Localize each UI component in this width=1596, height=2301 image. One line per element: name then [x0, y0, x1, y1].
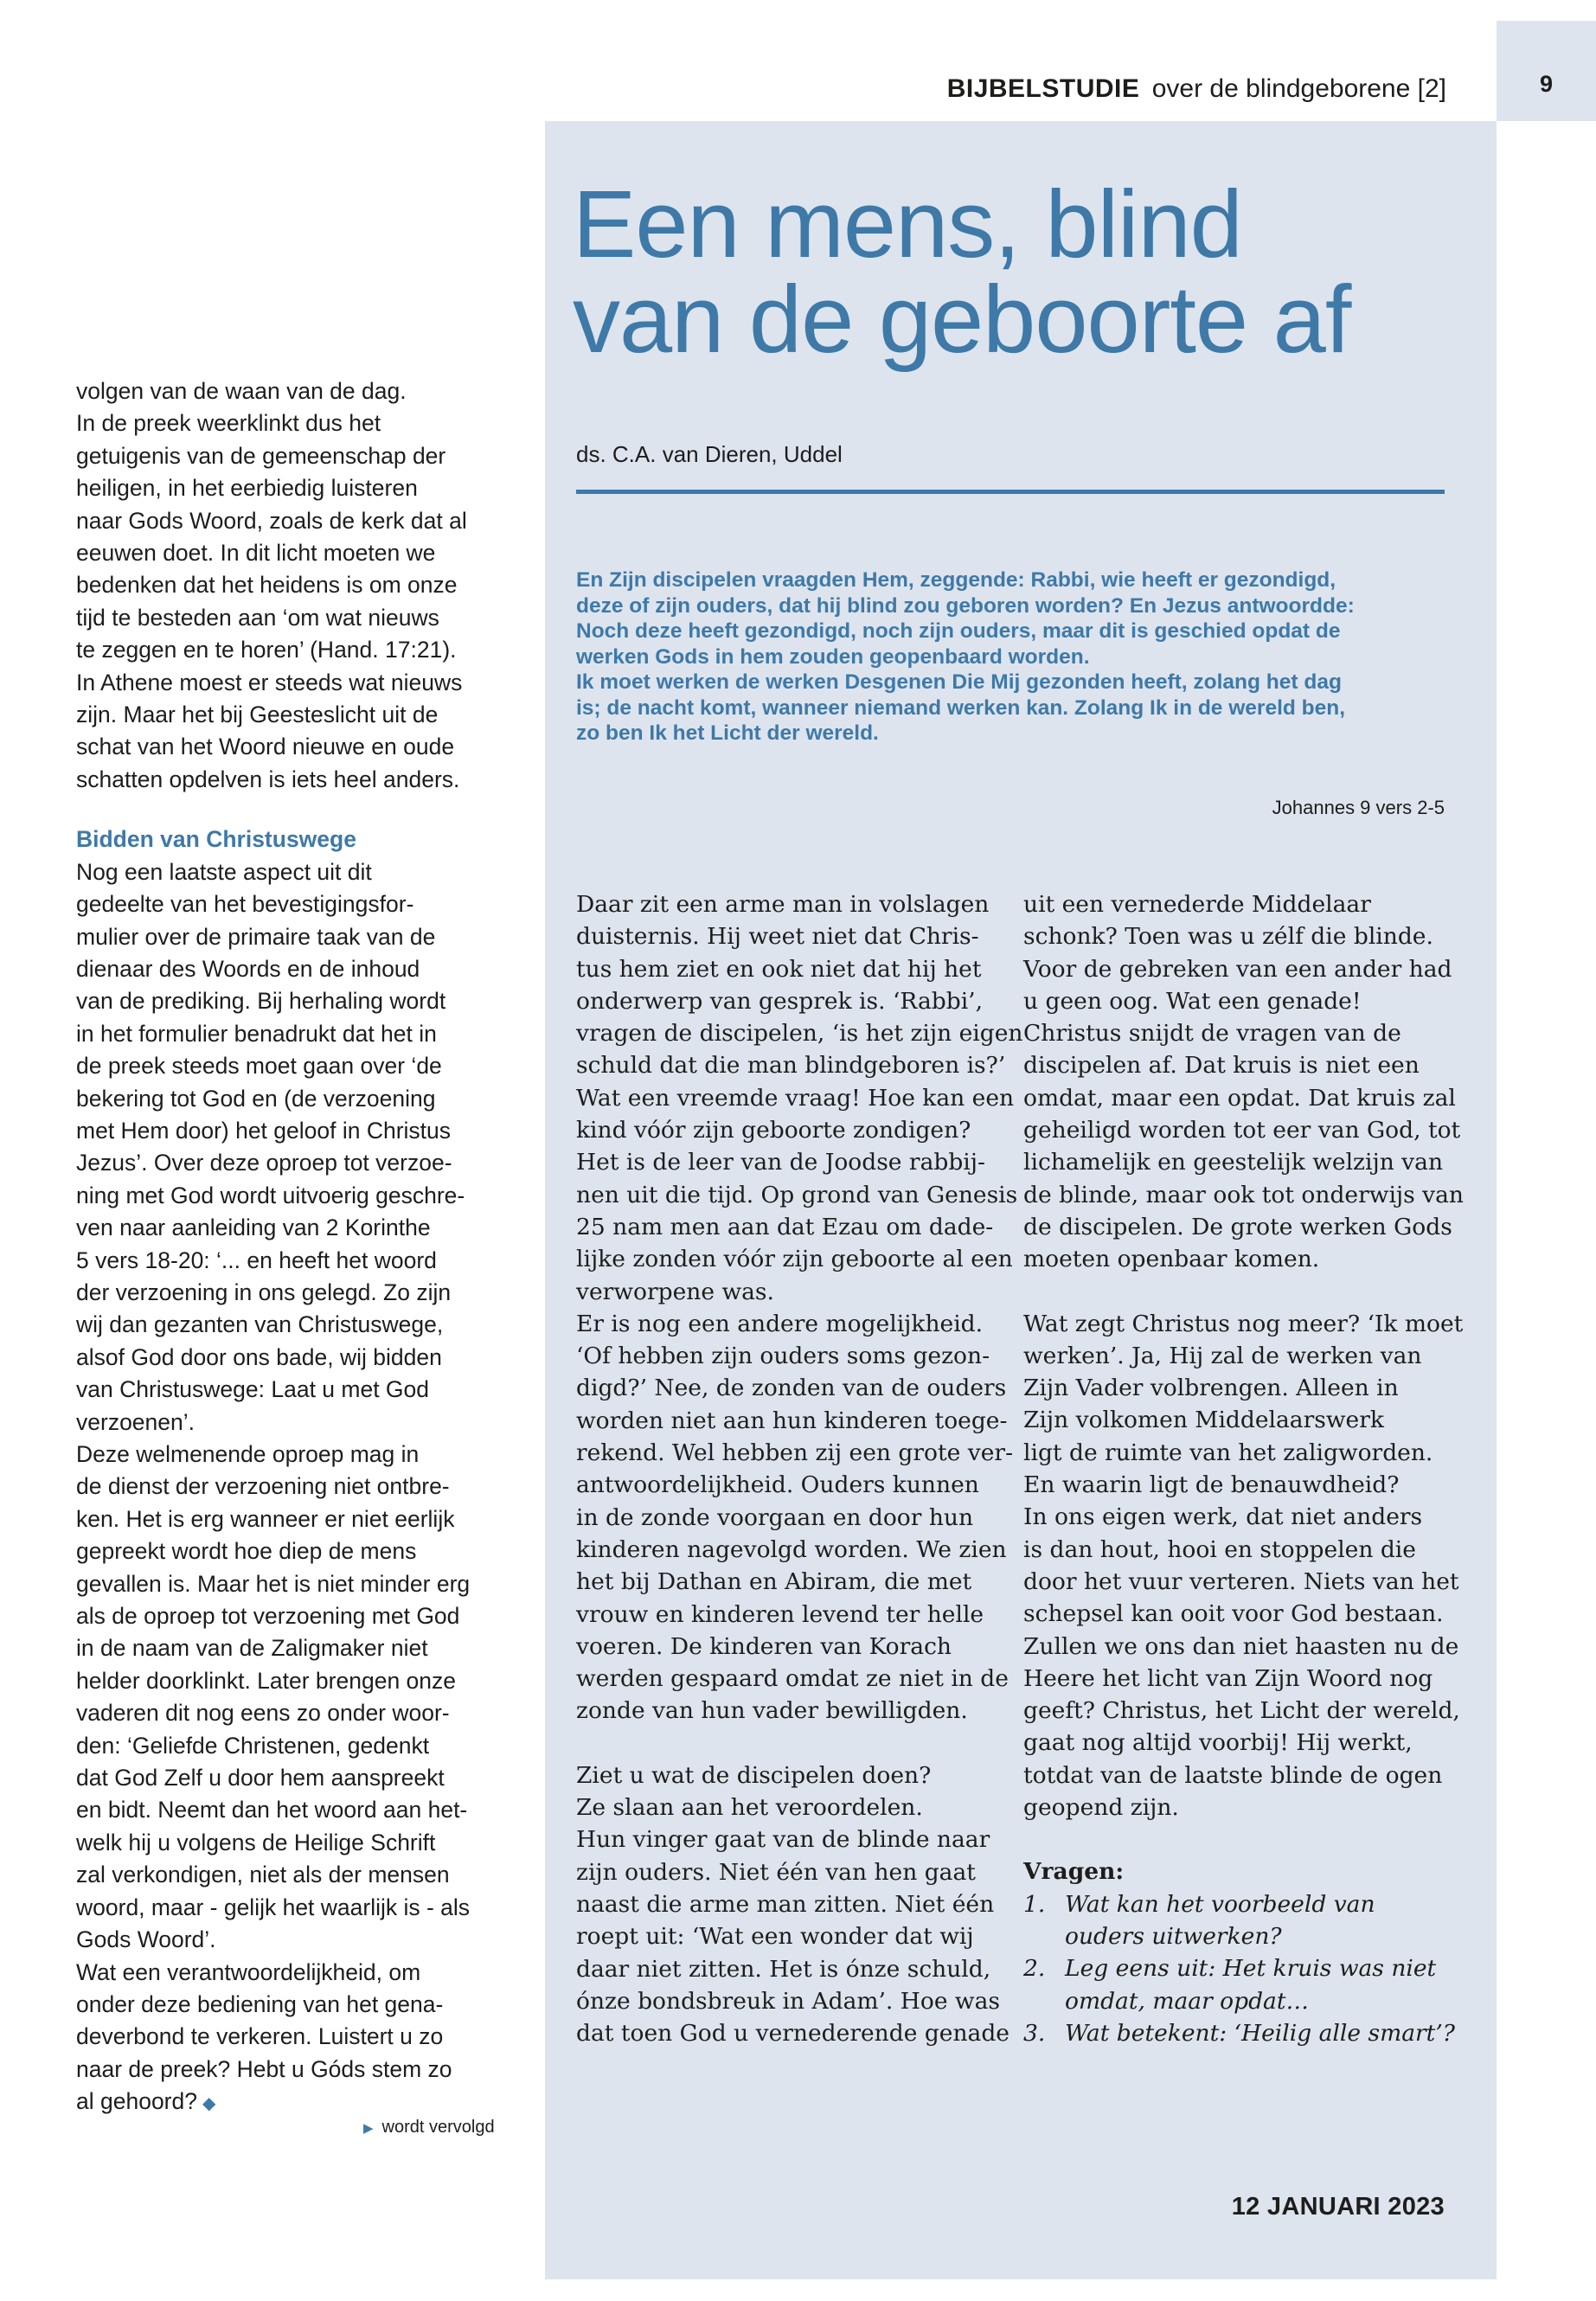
text-line	[76, 2086, 526, 2120]
text-line: zal verkondigen, niet als der mensen	[76, 1862, 450, 1888]
text-line: welk hij u volgens de Heilige Schrift	[76, 1829, 436, 1856]
text-line: daar niet zitten. Het is ónze schuld,	[576, 1955, 991, 1983]
text-line: tijd te besteden aan ‘om wat nieuws	[76, 604, 439, 631]
question-number: 1.	[1023, 1890, 1046, 1918]
text-line: vragen de discipelen, ‘is het zijn eigen	[576, 1020, 1023, 1048]
text-line: in het formulier benadrukt dat het in	[76, 1020, 437, 1047]
text-line: u geen oog. Wat een genade!	[1023, 987, 1362, 1015]
questions-heading: Vragen:	[1023, 1858, 1125, 1886]
middle-paragraph-1	[576, 888, 1023, 1727]
text-line: onderwerp van gesprek is. ‘Rabbi’,	[576, 987, 984, 1015]
text-line: En waarin ligt de benauwdheid?	[1023, 1471, 1400, 1499]
text-line: Heere het licht van Zijn Woord nog	[1023, 1664, 1433, 1692]
text-line: deverbond te verkeren. Luistert u zo	[76, 2023, 444, 2050]
text-line: Hun vinger gaat van de blinde naar	[576, 1826, 990, 1854]
text-line: en bidt. Neemt dan het woord aan het-	[76, 1797, 468, 1823]
text-line: 25 nam men aan dat Ezau om dade-	[576, 1213, 994, 1240]
question-number: 2.	[1023, 1955, 1046, 1983]
text-line: eeuwen doet. In dit licht moeten we	[76, 540, 436, 567]
text-line: schuld dat die man blindgeboren is?’	[576, 1052, 1006, 1080]
scripture-line: deze of zijn ouders, dat hij blind zou geboren worden? En Jezus antwoordde:	[576, 593, 1355, 618]
scripture-line: En Zijn discipelen vraagden Hem, zeggende: Rabbi, wie heeft er gezondigd,	[576, 568, 1336, 592]
left-paragraph-1	[76, 375, 526, 796]
text-line: zonde van hun vader bewilligden.	[576, 1697, 968, 1725]
text-line: lijke zonden vóór zijn geboorte al een	[576, 1246, 1013, 1273]
continued-label: wordt vervolgd	[381, 2118, 495, 2137]
text-line: alsof God door ons bade, wij bidden	[76, 1343, 442, 1370]
text-line: In Athene moest er steeds wat nieuws	[76, 669, 463, 695]
text-line: der verzoening in ons gelegd. Zo zijn	[76, 1279, 452, 1305]
text-line: van de prediking. Bij herhaling wordt	[76, 988, 446, 1015]
text-line: antwoordelijkheid. Ouders kunnen	[576, 1471, 979, 1499]
text-line: kinderen nagevolgd worden. We zien	[576, 1535, 1007, 1563]
text-line: Gods Woord’.	[76, 1926, 216, 1953]
section-label: BIJBELSTUDIE	[946, 74, 1140, 103]
text-line: 5 vers 18-20: ‘... en heeft het woord	[76, 1247, 437, 1273]
text-line: lichamelijk en geestelijk welzijn van	[1023, 1149, 1444, 1176]
text-line: in de naam van de Zaligmaker niet	[76, 1635, 428, 1662]
question-1-continued: ouders uitwerken?	[1065, 1922, 1282, 1950]
text-line: dat toen God u vernederende genade	[576, 2020, 1010, 2048]
text-line: te zeggen en te horen’ (Hand. 17:21).	[76, 637, 457, 663]
running-head	[865, 74, 1446, 104]
paragraph-gap	[1023, 1276, 1456, 1308]
text-line: het bij Dathan en Abiram, die met	[576, 1568, 972, 1596]
text-line: heiligen, in het eerbiedig luisteren	[76, 475, 418, 502]
text-line: volgen van de waan van de dag.	[76, 378, 407, 404]
continued-note	[363, 2118, 495, 2138]
text-line: worden niet aan hun kinderen toege-	[576, 1407, 1008, 1434]
text-line: bekering tot God en (de verzoening	[76, 1085, 436, 1112]
text-line: mulier over de primaire taak van de	[76, 923, 436, 950]
author-byline: ds. C.A. van Dieren, Uddel	[576, 441, 843, 467]
text-line: ning met God wordt uitvoerig geschre-	[76, 1182, 465, 1208]
title-divider	[576, 490, 1445, 494]
text-line: door het vuur verteren. Niets van het	[1023, 1567, 1459, 1595]
text-line: van Christuswege: Laat u met God	[76, 1376, 430, 1403]
scripture-quote	[576, 567, 1450, 747]
text-line: Christus snijdt de vragen van de	[1023, 1020, 1401, 1048]
text-line: ken. Het is erg wanneer er niet eerlijk	[76, 1505, 455, 1532]
text-line: de discipelen. De grote werken Gods	[1023, 1213, 1452, 1240]
text-line: naar de preek? Hebt u Góds stem zo	[76, 2055, 452, 2082]
issue-date: 12 JANUARI 2023	[1231, 2193, 1445, 2221]
left-column	[76, 375, 526, 2121]
text-line: omdat, maar een opdat. Dat kruis zal	[1023, 1084, 1456, 1112]
last-line-text: al gehoord?	[76, 2088, 197, 2115]
scripture-line: Ik moet werken de werken Desgenen Die Mij gezonden heeft, zolang het dag	[576, 670, 1342, 694]
text-line: nen uit die tijd. Op grond van Genesis	[576, 1181, 1018, 1208]
text-line: helder doorklinkt. Later brengen onze	[76, 1667, 457, 1694]
text-line: zijn ouders. Niet één van hen gaat	[576, 1858, 976, 1886]
text-line: werden gespaard omdat ze niet in de	[576, 1665, 1009, 1693]
text-line: Ze slaan aan het veroordelen.	[576, 1794, 923, 1822]
text-line: ‘Of hebben zijn ouders soms gezon-	[576, 1343, 990, 1370]
text-line: kind vóór zijn geboorte zondigen?	[576, 1117, 971, 1144]
text-line: Wat zegt Christus nog meer? ‘Ik moet	[1023, 1310, 1464, 1337]
text-line: ligt de ruimte van het zaligworden.	[1023, 1439, 1433, 1466]
paragraph-gap	[576, 1727, 1009, 1759]
text-line: schepsel kan ooit voor God bestaan.	[1023, 1600, 1444, 1628]
text-line: de dienst der verzoening niet ontbre-	[76, 1473, 450, 1500]
text-line: gaat nog altijd voorbij! Hij werkt,	[1023, 1729, 1413, 1757]
question-number: 3.	[1023, 2019, 1046, 2047]
text-line: Ziet u wat de discipelen doen?	[576, 1761, 932, 1789]
text-line: woord, maar - gelijk het waarlijk is - als	[76, 1894, 471, 1920]
text-line: voeren. De kinderen van Korach	[576, 1632, 952, 1660]
scripture-line: werken Gods in hem zouden geopenbaard worden.	[576, 644, 1090, 669]
middle-column	[576, 888, 1023, 2049]
article-title	[573, 171, 1490, 373]
text-line: wij dan gezanten van Christuswege,	[76, 1311, 444, 1338]
text-line: Voor de gebreken van een ander had	[1023, 955, 1452, 983]
text-line: bedenken dat het heidens is om onze	[76, 572, 458, 599]
text-line: vaderen dit nog eens zo onder woor-	[76, 1700, 450, 1727]
text-line: In de preek weerklinkt dus het	[76, 410, 381, 437]
text-line: geeft? Christus, het Licht der wereld,	[1023, 1697, 1460, 1725]
question-text: Wat betekent: ‘Heilig alle smart’?	[1065, 2019, 1455, 2047]
left-paragraph-2	[76, 856, 526, 2086]
text-line: gedeelte van het bevestigingsfor-	[76, 891, 414, 918]
text-line: naar Gods Woord, zoals de kerk dat al	[76, 507, 467, 534]
text-line: totdat van de laatste blinde de ogen	[1023, 1761, 1443, 1789]
text-line: duisternis. Hij weet niet dat Chris-	[576, 923, 979, 951]
text-line: rekend. Wel hebben zij een grote ver-	[576, 1439, 1014, 1467]
text-line: zijn. Maar het bij Geesteslicht uit de	[76, 702, 439, 728]
text-line: gevallen is. Maar het is niet minder erg	[76, 1570, 471, 1597]
text-line: moeten openbaar komen.	[1023, 1246, 1320, 1273]
text-line: schatten opdelven is iets heel anders.	[76, 766, 460, 792]
question-1	[1023, 1888, 1456, 1920]
text-line: onder deze bediening van het gena-	[76, 1990, 444, 2017]
text-line: in de zonde voorgaan en door hun	[576, 1503, 974, 1531]
text-line: met Hem door) het geloof in Christus	[76, 1117, 452, 1144]
text-line: In ons eigen werk, dat niet anders	[1023, 1503, 1423, 1531]
paragraph-gap	[76, 796, 526, 824]
right-paragraph-2	[1023, 1308, 1464, 1824]
text-line: geopend zijn.	[1023, 1794, 1179, 1822]
text-line: gepreekt wordt hoe diep de mens	[76, 1538, 417, 1565]
scripture-reference: Johannes 9 vers 2-5	[1272, 797, 1445, 818]
text-line: verzoenen’.	[76, 1408, 195, 1435]
scripture-line: Noch deze heeft gezondigd, noch zijn ouders, maar dit is geschied opdat de	[576, 619, 1341, 643]
text-line: Wat een verantwoordelijkheid, om	[76, 1958, 421, 1985]
text-line: verworpene was.	[576, 1278, 774, 1305]
title-line-2: van de geboorte af	[573, 266, 1351, 373]
question-2-continued: omdat, maar opdat…	[1065, 1987, 1309, 2015]
text-line: Zullen we ons dan niet haasten nu de	[1023, 1632, 1459, 1660]
text-line: schonk? Toen was u zélf die blinde.	[1023, 923, 1433, 951]
text-line: Zijn Vader volbrengen. Alleen in	[1023, 1375, 1399, 1402]
text-line: roept uit: ‘Wat een wonder dat wij	[576, 1923, 974, 1951]
question-text: Wat kan het voorbeeld van	[1065, 1890, 1375, 1918]
topic-label: over de blindgeborene [2]	[1151, 74, 1446, 103]
text-line: Het is de leer van de Joodse rabbij-	[576, 1149, 985, 1176]
text-line: getuigenis van de gemeenschap der	[76, 442, 446, 469]
text-line: Zijn volkomen Middelaarswerk	[1023, 1407, 1384, 1434]
triangle-icon: ▶	[363, 2121, 374, 2136]
question-2	[1023, 1952, 1456, 1984]
text-line: werken’. Ja, Hij zal de werken van	[1023, 1342, 1422, 1369]
text-line: geheiligd worden tot eer van God, tot	[1023, 1117, 1461, 1144]
text-line: als de oproep tot verzoening met God	[76, 1603, 460, 1630]
scripture-line: is; de nacht komt, wanneer niemand werken kan. Zolang Ik in de wereld ben,	[576, 695, 1346, 720]
question-3	[1023, 2017, 1456, 2049]
title-line-1: Een mens, blind	[573, 171, 1242, 278]
text-line: dienaar des Woords en de inhoud	[76, 955, 420, 982]
subheading: Bidden van Christuswege	[76, 826, 356, 853]
text-line: Nog een laatste aspect uit dit	[76, 858, 372, 885]
right-paragraph-1	[1023, 888, 1464, 1276]
text-line: de blinde, maar ook tot onderwijs van	[1023, 1181, 1464, 1208]
text-line: schat van het Woord nieuwe en oude	[76, 734, 455, 760]
text-line: digd?’ Nee, de zonden van de ouders	[576, 1375, 1007, 1402]
right-column	[1023, 888, 1464, 2049]
text-line: ónze bondsbreuk in Adam’. Hoe was	[576, 1987, 1001, 2015]
text-line: is dan hout, hooi en stoppelen die	[1023, 1535, 1416, 1563]
text-line: uit een vernederde Middelaar	[1023, 891, 1371, 918]
text-line: Daar zit een arme man in volslagen	[576, 891, 990, 918]
question-text: Leg eens uit: Het kruis was niet	[1065, 1955, 1437, 1983]
page-number: 9	[1539, 71, 1554, 97]
end-mark-icon: ◆	[202, 2094, 216, 2114]
text-line: den: ‘Geliefde Christenen, gedenkt	[76, 1732, 430, 1759]
text-line: vrouw en kinderen levend ter helle	[576, 1600, 984, 1628]
text-line: Er is nog een andere mogelijkheid.	[576, 1310, 984, 1337]
text-line: tus hem ziet en ook niet dat hij het	[576, 955, 982, 983]
text-line: naast die arme man zitten. Niet één	[576, 1890, 995, 1918]
middle-paragraph-2	[576, 1759, 1009, 2050]
text-line: Deze welmenende oproep mag in	[76, 1441, 420, 1467]
text-line: Jezus’. Over deze oproep tot verzoe-	[76, 1150, 452, 1176]
text-line: ven naar aanleiding van 2 Korinthe	[76, 1215, 431, 1241]
text-line: discipelen af. Dat kruis is niet een	[1023, 1052, 1420, 1080]
text-line: Wat een vreemde vraag! Hoe kan een	[576, 1084, 1015, 1112]
scripture-line: zo ben Ik het Licht der wereld.	[576, 721, 879, 745]
text-line: dat God Zelf u door hem aanspreekt	[76, 1765, 445, 1791]
paragraph-gap	[1023, 1823, 1456, 1856]
text-line: de preek steeds moet gaan over ‘de	[76, 1053, 442, 1080]
